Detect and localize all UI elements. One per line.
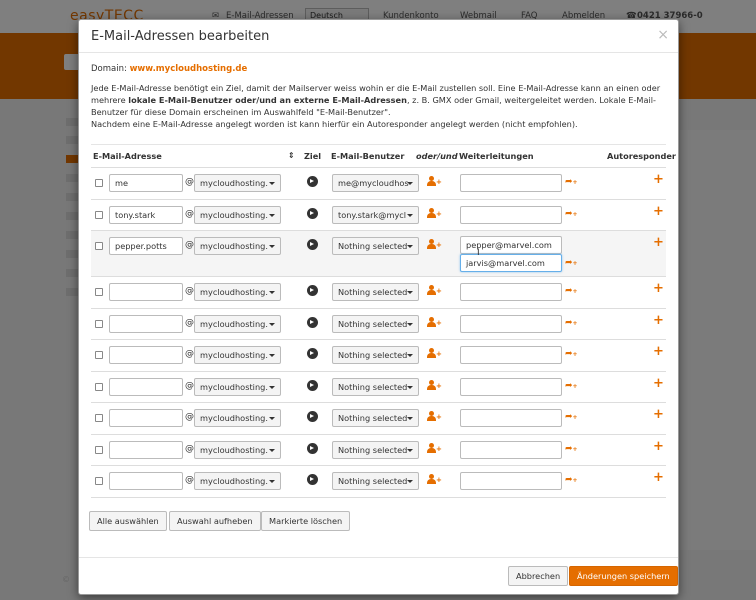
at-sign: @	[185, 380, 194, 391]
chevron-down-icon	[269, 417, 275, 420]
at-sign: @	[185, 349, 194, 359]
domain-select-value: mycloudhosting.	[200, 413, 268, 423]
add-user-icon[interactable]: +	[427, 380, 441, 392]
arrow-right-icon	[307, 239, 318, 250]
arrow-right-icon	[307, 317, 318, 328]
save-changes-button[interactable]: Änderungen speichern	[569, 566, 678, 586]
add-autoresponder-icon[interactable]: +	[653, 375, 664, 391]
add-user-icon[interactable]: +	[427, 176, 441, 188]
local-part-input[interactable]	[109, 283, 183, 301]
email-user-value: me@mycloudhos	[338, 178, 409, 188]
chevron-down-icon	[269, 323, 275, 326]
row-checkbox[interactable]	[95, 414, 103, 422]
email-user-value: tony.stark@mycl	[338, 209, 407, 220]
email-user-select[interactable]	[332, 409, 419, 427]
col-forwards: Weiterleitungen	[459, 151, 534, 161]
domain-value: www.mycloudhosting.de	[129, 64, 248, 74]
col-and-or: oder/und	[416, 151, 458, 161]
forward-input[interactable]	[460, 378, 562, 396]
table-row	[91, 466, 666, 498]
table-row	[91, 277, 666, 309]
chevron-down-icon	[407, 182, 413, 185]
bulk-actions	[91, 498, 666, 538]
add-forward-icon[interactable]: ➦+	[565, 258, 578, 268]
email-user-value: Nothing selected	[338, 444, 408, 455]
row-checkbox[interactable]	[95, 211, 103, 219]
domain-select[interactable]	[194, 237, 281, 255]
row-checkbox[interactable]	[95, 242, 103, 250]
table-row	[91, 309, 666, 341]
email-user-value: Nothing selected	[338, 381, 408, 392]
domain-select[interactable]	[194, 315, 281, 333]
at-sign: @	[185, 286, 194, 296]
local-part-input[interactable]	[109, 315, 183, 333]
local-part-input[interactable]	[109, 346, 183, 364]
forward-input[interactable]	[460, 409, 562, 427]
domain-select-value: mycloudhosting.	[200, 287, 268, 297]
email-user-select[interactable]	[332, 283, 419, 301]
domain-select-value: mycloudhosting.	[200, 241, 268, 251]
arrow-right-icon	[307, 285, 318, 296]
row-checkbox[interactable]	[95, 179, 103, 187]
modal-body	[79, 53, 678, 538]
delete-marked-button[interactable]: Markierte löschen	[261, 511, 350, 531]
forward-input-focused[interactable]: jarvis@marvel.com	[460, 254, 562, 272]
cancel-button[interactable]: Abbrechen	[508, 566, 568, 586]
add-user-icon[interactable]: +	[427, 348, 441, 360]
chevron-down-icon	[407, 449, 413, 452]
add-forward-icon[interactable]: ➦+	[565, 412, 578, 422]
description-bold: lokale E-Mail-Benutzer oder/und an externe E-Mail-Adressen	[128, 95, 407, 105]
add-user-icon[interactable]: +	[427, 285, 441, 297]
table-header	[91, 145, 676, 167]
forward-input[interactable]	[460, 174, 562, 192]
local-part-input[interactable]	[109, 378, 183, 396]
email-user-select[interactable]	[332, 441, 419, 459]
col-email-address: E-Mail-Adresse	[93, 151, 162, 161]
local-part-input[interactable]: me	[109, 174, 183, 192]
chevron-down-icon	[407, 417, 413, 420]
add-user-icon[interactable]: +	[427, 474, 441, 486]
add-forward-icon[interactable]: ➦+	[565, 208, 578, 219]
table-row	[91, 435, 666, 467]
email-user-value: Nothing selected	[338, 241, 408, 251]
col-email-user: E-Mail-Benutzer	[331, 151, 405, 161]
chevron-down-icon	[407, 480, 413, 483]
arrow-right-icon	[307, 443, 318, 454]
email-user-select[interactable]	[332, 174, 419, 192]
add-autoresponder-icon[interactable]: +	[653, 172, 664, 187]
description	[91, 82, 671, 130]
email-table	[91, 167, 666, 498]
table-row	[91, 168, 666, 200]
col-target: Ziel	[304, 151, 322, 161]
at-sign: @	[185, 177, 194, 187]
domain-label: Domain:	[91, 64, 127, 74]
modal-header	[79, 20, 678, 53]
chevron-down-icon	[269, 214, 275, 217]
arrow-right-icon	[307, 208, 318, 219]
domain-select-value: mycloudhosting.	[200, 476, 268, 486]
add-autoresponder-icon[interactable]: +	[653, 344, 664, 359]
chevron-down-icon	[407, 291, 413, 294]
domain-select-value: mycloudhosting.	[200, 350, 268, 360]
row-checkbox[interactable]	[95, 446, 103, 454]
at-sign: @	[185, 443, 194, 454]
chevron-down-icon	[407, 386, 413, 389]
email-user-select[interactable]	[332, 346, 419, 364]
description-text-3: Nachdem eine E-Mail-Adresse angelegt worden ist kann hierfür ein Autoresponder angelegt werden (nicht empfohlen).	[91, 119, 578, 129]
sort-icon[interactable]: ⇕	[288, 151, 295, 160]
col-autoresponder: Autoresponder	[607, 151, 676, 161]
local-part-input[interactable]: pepper.potts	[109, 237, 183, 255]
add-autoresponder-icon[interactable]: +	[653, 281, 664, 296]
forward-input[interactable]	[460, 206, 562, 224]
chevron-down-icon	[269, 449, 275, 452]
domain-select[interactable]	[194, 206, 281, 224]
add-autoresponder-icon[interactable]: +	[653, 312, 664, 328]
table-row	[91, 200, 666, 232]
table-row	[91, 403, 666, 435]
domain-select[interactable]	[194, 409, 281, 427]
arrow-right-icon	[307, 176, 318, 187]
add-autoresponder-icon[interactable]: +	[653, 235, 664, 250]
email-user-select[interactable]	[332, 237, 419, 255]
chevron-down-icon	[269, 245, 275, 248]
email-user-value: Nothing selected	[338, 350, 408, 360]
add-forward-icon[interactable]: ➦+	[565, 177, 578, 187]
table-row	[91, 231, 666, 277]
add-forward-icon[interactable]: ➦+	[565, 443, 578, 454]
chevron-down-icon	[407, 354, 413, 357]
at-sign: @	[185, 240, 194, 250]
add-forward-icon[interactable]: ➦+	[565, 475, 578, 485]
chevron-down-icon	[269, 386, 275, 389]
domain-select[interactable]	[194, 378, 281, 396]
domain-select[interactable]	[194, 174, 281, 192]
add-user-icon[interactable]: +	[427, 443, 441, 455]
chevron-down-icon	[269, 291, 275, 294]
add-autoresponder-icon[interactable]: +	[653, 203, 664, 219]
domain-select[interactable]	[194, 441, 281, 459]
table-row	[91, 340, 666, 372]
at-sign: @	[185, 208, 194, 219]
email-user-select[interactable]	[332, 206, 419, 224]
modal-footer	[79, 557, 678, 594]
local-part-input[interactable]	[109, 441, 183, 459]
add-forward-icon[interactable]: ➦+	[565, 286, 578, 296]
row-checkbox[interactable]	[95, 383, 103, 391]
add-autoresponder-icon[interactable]: +	[653, 438, 664, 454]
local-part-input[interactable]	[109, 409, 183, 427]
add-user-icon[interactable]: +	[427, 239, 441, 251]
forward-input[interactable]	[460, 346, 562, 364]
at-sign: @	[185, 317, 194, 328]
email-user-value: Nothing selected	[338, 476, 408, 486]
at-sign: @	[185, 412, 194, 422]
row-checkbox[interactable]	[95, 351, 103, 359]
chevron-down-icon	[269, 182, 275, 185]
arrow-right-icon	[307, 380, 318, 391]
description-text-2: , z. B. GMX oder Gmail, weitergeleitet werden. Lokale E-Mail-Benutzer für diese Domain erscheinen im Auswahlfeld "E-Mail-Benutzer".	[91, 95, 657, 117]
chevron-down-icon	[407, 245, 413, 248]
forward-input[interactable]	[460, 441, 562, 459]
edit-email-modal	[78, 19, 679, 595]
local-part-input[interactable]	[109, 472, 183, 490]
local-part-input[interactable]: tony.stark	[109, 206, 183, 224]
chevron-down-icon	[269, 354, 275, 357]
select-all-button[interactable]: Alle auswählen	[89, 511, 167, 531]
domain-select-value: mycloudhosting.	[200, 178, 268, 188]
add-forward-icon[interactable]: ➦+	[565, 317, 578, 328]
description-text-1: Jede E-Mail-Adresse benötigt ein Ziel, damit der Mailserver weiss wohin er die E-Mail zustellen soll. Eine E-Mail-Adresse kann an einen oder mehrere	[91, 83, 661, 105]
forward-input[interactable]	[460, 283, 562, 301]
domain-select[interactable]	[194, 346, 281, 364]
row-checkbox[interactable]	[95, 288, 103, 296]
modal-title: E-Mail-Adressen bearbeiten	[91, 29, 270, 44]
email-user-select[interactable]	[332, 472, 419, 490]
chevron-down-icon	[407, 214, 413, 217]
add-user-icon[interactable]: +	[427, 411, 441, 423]
forward-input[interactable]	[460, 472, 562, 490]
add-autoresponder-icon[interactable]: +	[653, 407, 664, 422]
table-row	[91, 372, 666, 404]
domain-select-value: mycloudhosting.	[200, 318, 268, 329]
email-user-select[interactable]	[332, 315, 419, 333]
add-user-icon[interactable]: +	[427, 208, 441, 220]
forward-input[interactable]: pepper@marvel.com	[460, 236, 562, 254]
email-user-value: Nothing selected	[338, 413, 408, 423]
domain-select[interactable]	[194, 283, 281, 301]
add-autoresponder-icon[interactable]: +	[653, 470, 664, 485]
domain-select[interactable]	[194, 472, 281, 490]
email-user-select[interactable]	[332, 378, 419, 396]
add-forward-icon[interactable]: ➦+	[565, 380, 578, 391]
add-forward-icon[interactable]: ➦+	[565, 349, 578, 359]
arrow-right-icon	[307, 348, 318, 359]
arrow-right-icon	[307, 411, 318, 422]
at-sign: @	[185, 475, 194, 485]
text-cursor-icon: I	[477, 248, 480, 258]
email-user-value: Nothing selected	[338, 287, 408, 297]
row-checkbox[interactable]	[95, 320, 103, 328]
domain-select-value: mycloudhosting.	[200, 381, 268, 392]
forward-input[interactable]	[460, 315, 562, 333]
domain-select-value: mycloudhosting.	[200, 209, 268, 220]
row-checkbox[interactable]	[95, 477, 103, 485]
deselect-button[interactable]: Auswahl aufheben	[169, 511, 261, 531]
chevron-down-icon	[407, 323, 413, 326]
chevron-down-icon	[269, 480, 275, 483]
add-user-icon[interactable]: +	[427, 317, 441, 329]
domain-select-value: mycloudhosting.	[200, 444, 268, 455]
close-icon[interactable]: ×	[657, 27, 669, 43]
email-user-value: Nothing selected	[338, 318, 408, 329]
arrow-right-icon	[307, 474, 318, 485]
domain-line	[91, 64, 666, 74]
